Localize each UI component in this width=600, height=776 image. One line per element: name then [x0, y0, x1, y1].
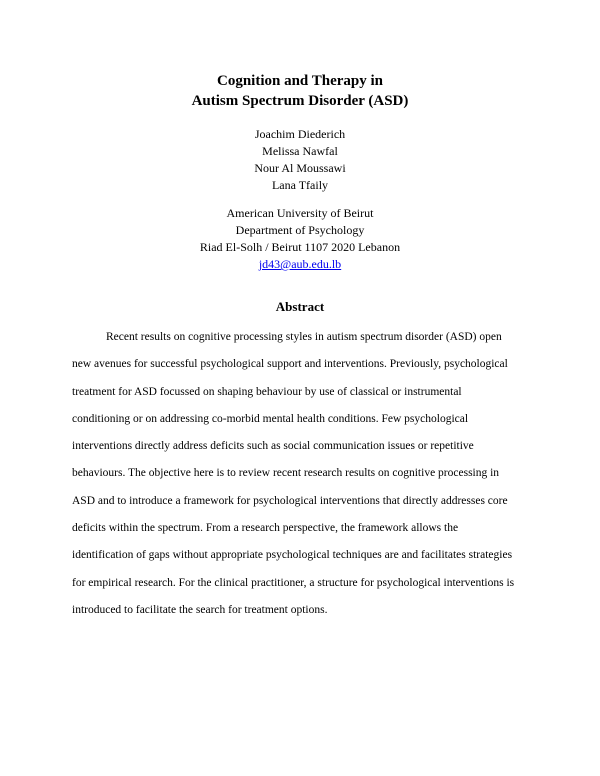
abstract-line: new avenues for successful psychological support and interventions. Previously, psychological — [72, 358, 508, 371]
title-line-2: Autism Spectrum Disorder (ASD) — [191, 93, 409, 109]
abstract-line: for empirical research. For the clinical practitioner, a structure for psychological interventions is — [72, 576, 515, 589]
author-list — [0, 126, 600, 194]
paper-title — [0, 71, 600, 111]
affiliation-block — [0, 205, 600, 273]
title-line-1: Cognition and Therapy in — [216, 73, 384, 89]
email-link[interactable]: jd43@aub.edu.lb — [258, 257, 342, 271]
abstract-line: identification of gaps without appropriate psychological techniques are and facilitates strategies — [72, 549, 513, 562]
affiliation-address: Riad El-Solh / Beirut 1107 2020 Lebanon — [199, 240, 401, 254]
abstract-body — [72, 324, 532, 624]
affiliation-university: American University of Beirut — [226, 206, 374, 220]
author-name: Melissa Nawfal — [262, 144, 338, 158]
abstract-line: behaviours. The objective here is to review recent research results on cognitive processing in — [72, 467, 500, 480]
author-name: Joachim Diederich — [254, 127, 346, 141]
abstract-line: treatment for ASD focussed on shaping behaviour by use of classical or instrumental — [72, 385, 462, 398]
author-name: Lana Tfaily — [271, 178, 329, 192]
abstract-line: ASD and to introduce a framework for psychological interventions that directly addresses core — [72, 494, 508, 507]
abstract-line: Recent results on cognitive processing styles in autism spectrum disorder (ASD) open — [106, 331, 502, 343]
author-name: Nour Al Moussawi — [254, 161, 346, 175]
abstract-line: interventions directly address deficits such as social communication issues or repetitive — [72, 440, 474, 453]
abstract-line: deficits within the spectrum. From a research perspective, the framework allows the — [72, 522, 459, 535]
abstract-heading: Abstract — [275, 299, 325, 314]
affiliation-department: Department of Psychology — [235, 223, 365, 237]
abstract-line: introduced to facilitate the search for treatment options. — [72, 603, 328, 616]
email-line — [0, 256, 600, 273]
abstract-line: conditioning or on addressing co-morbid mental health conditions. Few psychological — [72, 412, 469, 425]
